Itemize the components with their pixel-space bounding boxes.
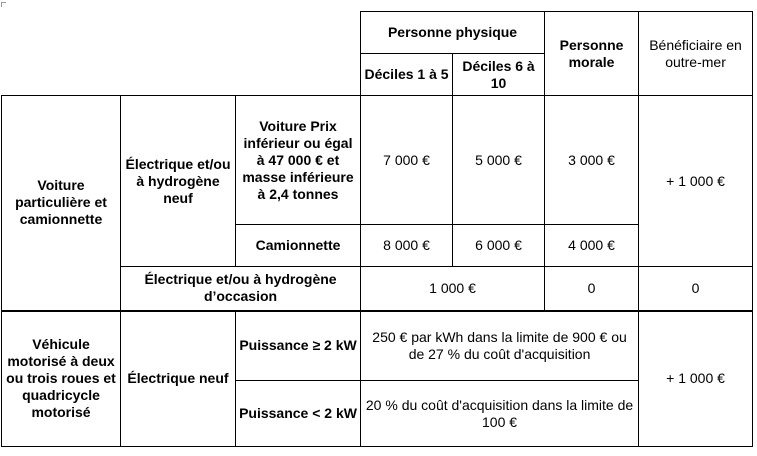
value-occasion-personne-morale: 0 xyxy=(545,267,639,311)
value-puissance-sup-2kw: 250 € par kWh dans la limite de 900 € ou de 27 % du coût d'acquisition xyxy=(361,311,639,381)
label-puissance-sup-2kw: Puissance ≥ 2 kW xyxy=(236,311,361,381)
corner-crop-mark xyxy=(1,2,6,7)
value-deux-roues-outre-mer: + 1 000 € xyxy=(639,311,753,447)
value-camionnette-deciles-6-10: 6 000 € xyxy=(453,225,545,267)
header-personne-morale: Personne morale xyxy=(545,12,639,96)
label-occasion: Électrique et/ou à hydrogène d’occasion xyxy=(121,267,361,311)
category-deux-trois-roues: Véhicule motorisé à deux ou trois roues et quadricycle motorisé xyxy=(2,311,121,447)
value-camionnette-deciles-1-5: 8 000 € xyxy=(361,225,453,267)
value-voiture-personne-morale: 3 000 € xyxy=(545,96,639,225)
value-camionnette-personne-morale: 4 000 € xyxy=(545,225,639,267)
label-camionnette: Camionnette xyxy=(236,225,361,267)
value-puissance-inf-2kw: 20 % du coût d'acquisition dans la limite de 100 € xyxy=(361,381,639,447)
header-personne-physique: Personne physique xyxy=(361,12,545,54)
type-electrique-neuf: Électrique neuf xyxy=(121,311,236,447)
value-occasion-personne-physique: 1 000 € xyxy=(361,267,545,311)
type-electrique-hydrogene-neuf: Électrique et/ou à hydrogène neuf xyxy=(121,96,236,267)
value-voiture-deciles-6-10: 5 000 € xyxy=(453,96,545,225)
header-deciles-1-5: Déciles 1 à 5 xyxy=(361,54,453,96)
value-occasion-outre-mer: 0 xyxy=(639,267,753,311)
value-outre-mer-neuf: + 1 000 € xyxy=(639,96,753,267)
category-voiture-camionnette: Voiture particulière et camionnette xyxy=(2,96,121,311)
label-voiture-prix: Voiture Prix inférieur ou égal à 47 000 € et masse inférieure à 2,4 tonnes xyxy=(236,96,361,225)
header-deciles-6-10: Déciles 6 à 10 xyxy=(453,54,545,96)
value-voiture-deciles-1-5: 7 000 € xyxy=(361,96,453,225)
label-puissance-inf-2kw: Puissance < 2 kW xyxy=(236,381,361,447)
header-outre-mer: Bénéficiaire en outre-mer xyxy=(639,12,753,96)
header-empty-corner xyxy=(2,12,361,96)
bonus-ecologique-table xyxy=(1,11,753,447)
